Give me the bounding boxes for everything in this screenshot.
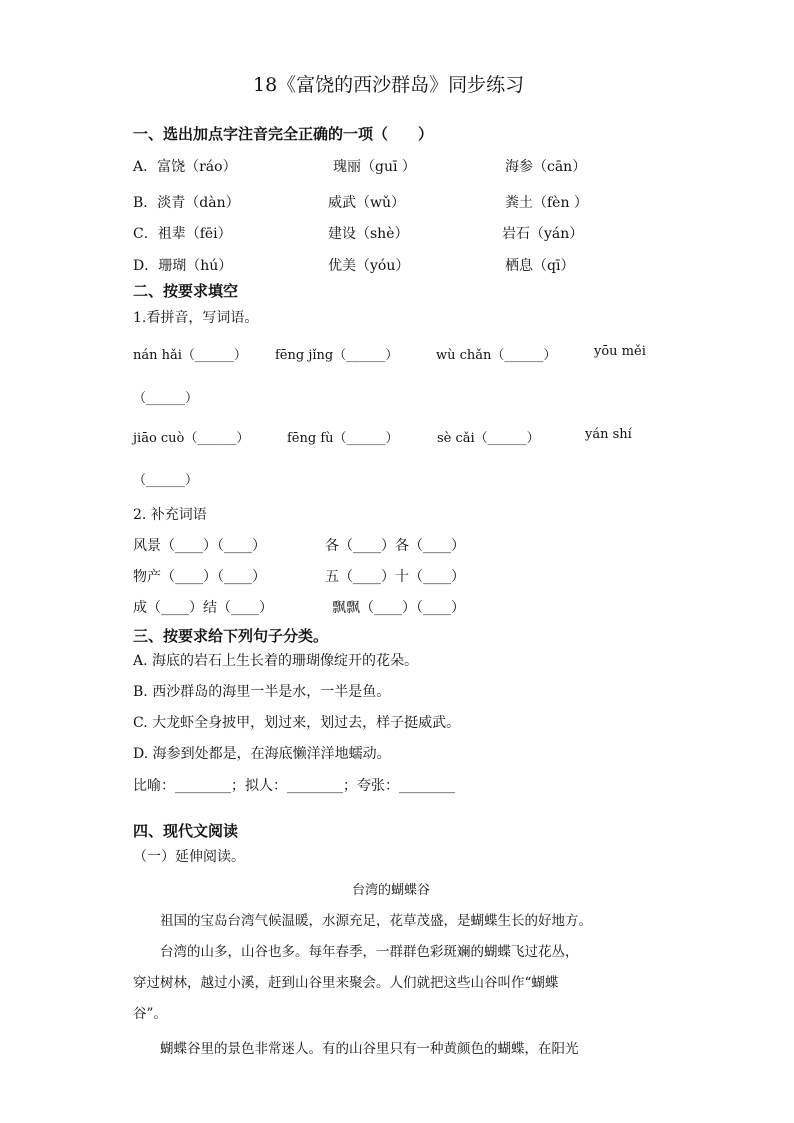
option-d-col3: 栖息（qī） [505,258,575,274]
fill-item: 各（____）各（____） [325,538,465,554]
option-c-col3: 岩石（yán） [502,226,584,242]
passage-line: 穿过树林，越过小溪，赶到山谷里来聚会。人们就把这些山谷叫作“蝴蝶 [133,975,559,991]
page-title: 18《富饶的西沙群岛》同步练习 [253,74,525,96]
pinyin-item: yán shí [585,427,632,442]
pinyin-item: jiāo cuò（______） [133,431,250,446]
pinyin-item: yōu měi [594,344,646,359]
option-d-col2: 优美（yóu） [328,258,410,274]
sentence-item: A. 海底的岩石上生长着的珊瑚像绽开的花朵。 [133,653,419,669]
classification-answer-line: 比喻：________；拟人：________；夸张：________ [133,778,455,794]
pinyin-item: fēng fù（______） [287,431,399,446]
fill-item: 物产（____）（____） [133,569,266,585]
pinyin-blank: （______） [133,473,199,488]
option-c-col1: C．祖辈（fēi） [133,226,232,242]
subquestion-2: 2. 补充词语 [133,507,207,523]
reading-subheading: （一）延伸阅读。 [133,849,245,865]
option-b-col2: 威武（wǔ） [328,195,405,211]
fill-item: 成（____）结（____） [133,600,273,616]
passage-line: 蝴蝶谷里的景色非常迷人。有的山谷里只有一种黄颜色的蝴蝶，在阳光 [133,1041,579,1057]
option-d-col1: D．珊瑚（hú） [133,258,233,274]
option-a-col3: 海参（cān） [505,159,587,175]
option-a-col1: A．富饶（ráo） [133,159,237,175]
pinyin-item: wù chǎn（______） [436,348,557,363]
option-b-col1: B．淡青（dàn） [133,195,240,211]
pinyin-blank: （______） [133,391,199,406]
pinyin-item: fēng jǐng（______） [275,348,399,363]
fill-item: 风景（____）（____） [133,538,266,554]
sentence-item: D. 海参到处都是，在海底懒洋洋地蠕动。 [133,746,391,762]
passage-line: 台湾的山多，山谷也多。每年春季，一群群色彩斑斓的蝴蝶飞过花丛， [133,944,579,960]
fill-item: 飘飘（____）（____） [332,600,465,616]
pinyin-item: sè cǎi（______） [437,431,540,446]
passage-line: 祖国的宝岛台湾气候温暖，水源充足，花草茂盛，是蝴蝶生长的好地方。 [133,913,592,929]
section-3-heading: 三、按要求给下列句子分类。 [133,627,329,645]
passage-title: 台湾的蝴蝶谷 [352,883,431,898]
pinyin-item: nán hǎi（______） [133,348,247,363]
section-2-heading: 二、按要求填空 [133,282,239,300]
fill-item: 五（____）十（____） [325,569,465,585]
option-c-col2: 建设（shè） [328,226,409,242]
subquestion-1: 1.看拼音，写词语。 [133,310,259,326]
option-a-col2: 瑰丽（guī ） [333,159,416,175]
sentence-item: C. 大龙虾全身披甲，划过来，划过去，样子挺威武。 [133,715,461,731]
passage-line: 谷”。 [133,1006,167,1022]
section-1-heading: 一、选出加点字注音完全正确的一项（ ） [133,125,434,143]
sentence-item: B. 西沙群岛的海里一半是水，一半是鱼。 [133,684,391,700]
option-b-col3: 粪土（fèn ） [505,195,588,211]
section-4-heading: 四、现代文阅读 [133,822,239,840]
